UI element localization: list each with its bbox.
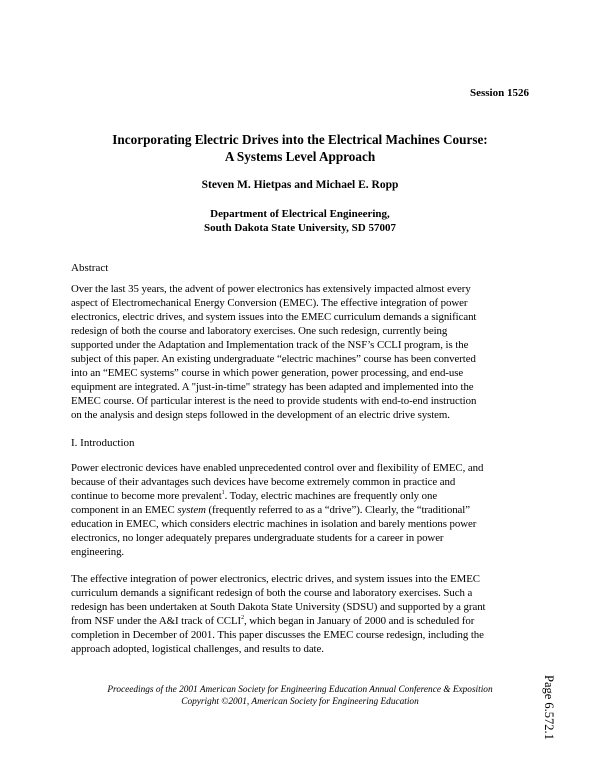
page-number: Page 6.572.1 [542, 675, 556, 740]
session-number: Session 1526 [470, 87, 529, 99]
paragraph-line: engineering. [71, 546, 125, 558]
introduction-paragraph-1 [71, 461, 531, 559]
introduction-heading: I. Introduction [71, 437, 135, 449]
line-text: (frequently referred to as a “drive”). Clearly, the “traditional” [205, 504, 470, 516]
paragraph-line [71, 503, 531, 517]
abstract-line: supported under the Adaptation and Implementation track of the NSF’s CCLI program, is the [71, 339, 469, 351]
line-text: , which began in January of 2000 and is scheduled for [244, 615, 475, 627]
authors: Steven M. Hietpas and Michael E. Ropp [201, 179, 399, 191]
line-text: continue to become more prevalent [71, 490, 222, 502]
abstract-line: aspect of Electromechanical Energy Conversion (EMEC). The effective integration of power [71, 297, 468, 309]
affiliation-line-1: Department of Electrical Engineering, [210, 208, 390, 220]
paragraph-line: curriculum demands a significant redesign of both the course and laboratory exercises. Such a [71, 587, 473, 599]
abstract-body [71, 282, 531, 422]
abstract-line: subject of this paper. An existing undergraduate “electric machines” course has been converted [71, 353, 476, 365]
paragraph-line: approach adopted, logistical challenges, and results to date. [71, 643, 324, 655]
paragraph-line: redesign has been undertaken at South Dakota State University (SDSU) and supported by a grant [71, 601, 486, 613]
paragraph-line: education in EMEC, which considers electric machines in isolation and barely mentions power [71, 518, 477, 530]
paragraph-line: electronics, no longer adequately prepares undergraduate students for a career in power [71, 532, 444, 544]
abstract-line: into an “EMEC systems” course in which power generation, power processing, and end-use [71, 367, 464, 379]
abstract-line: on the analysis and design steps followed in the development of an electric drive system. [71, 409, 450, 421]
abstract-line: Over the last 35 years, the advent of power electronics has extensively impacted almost every [71, 283, 471, 295]
affiliation-line-2: South Dakota State University, SD 57007 [204, 222, 396, 234]
emphasis-system: system [177, 504, 206, 516]
paragraph-line: Power electronic devices have enabled unprecedented control over and flexibility of EMEC, and [71, 462, 484, 474]
introduction-paragraph-2 [71, 572, 531, 656]
citation-2: 2 [241, 615, 244, 621]
paragraph-line [71, 614, 531, 628]
affiliation [0, 207, 600, 235]
paragraph-line: completion in December of 2001. This paper discusses the EMEC course redesign, including the [71, 629, 484, 641]
paragraph-line: because of their advantages such devices have become extremely common in practice and [71, 476, 456, 488]
paper-title [0, 131, 600, 165]
abstract-line: equipment are integrated. A "just-in-time" strategy has been adapted and implemented into the [71, 381, 474, 393]
citation-1: 1 [221, 490, 225, 496]
title-line-1: Incorporating Electric Drives into the Electrical Machines Course: [112, 132, 488, 147]
abstract-line: redesign of both the course and laboratory exercises. One such redesign, currently being [71, 325, 448, 337]
abstract-heading: Abstract [71, 262, 109, 274]
line-text: component in an EMEC [71, 504, 178, 516]
footer-line-1: Proceedings of the 2001 American Society for Engineering Education Annual Conference & Exposition [107, 685, 493, 695]
proceedings-footer [0, 684, 600, 708]
line-text: from NSF under the A&I track of CCLI [71, 615, 242, 627]
line-text: . Today, electric machines are frequently only one [224, 490, 438, 502]
paragraph-line [71, 489, 531, 503]
abstract-line: EMEC course. Of particular interest is the need to provide students with end-to-end instruction [71, 395, 477, 407]
footer-line-2: Copyright ©2001, American Society for Engineering Education [181, 697, 419, 707]
title-line-2: A Systems Level Approach [224, 149, 376, 164]
abstract-line: electronics, electric drives, and system issues into the EMEC curriculum demands a significant [71, 311, 477, 323]
paragraph-line: The effective integration of power electronics, electric drives, and system issues into the EMEC [71, 573, 480, 585]
